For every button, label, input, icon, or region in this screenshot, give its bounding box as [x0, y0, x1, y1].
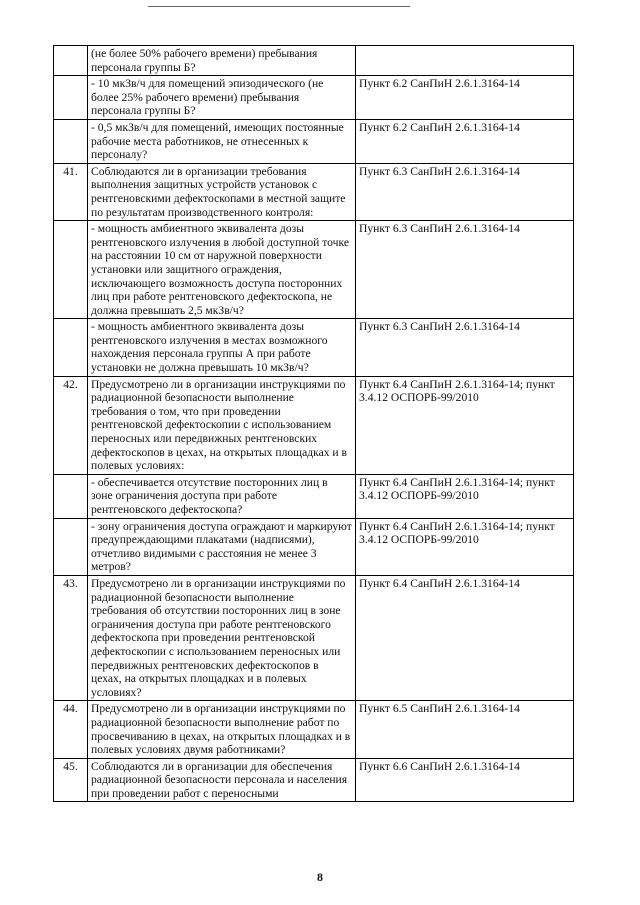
row-number — [54, 119, 88, 163]
table-row — [54, 319, 574, 376]
table-row — [54, 221, 574, 319]
row-number — [54, 46, 88, 76]
reference-text: Пункт 6.2 СанПиН 2.6.1.3164-14 — [356, 119, 574, 163]
table-row — [54, 119, 574, 163]
reference-text: Пункт 6.6 СанПиН 2.6.1.3164-14 — [356, 758, 574, 802]
table-row — [54, 76, 574, 120]
question-text: - 10 мкЗв/ч для помещений эпизодического (не более 25% рабочего времени) пребывания персонала группы Б? — [88, 76, 356, 120]
top-rule — [148, 6, 410, 7]
reference-text: Пункт 6.4 СанПиН 2.6.1.3164-14; пункт 3.4.12 ОСПОРБ-99/2010 — [356, 474, 574, 518]
row-number — [54, 518, 88, 575]
row-number — [54, 76, 88, 120]
row-number: 41. — [54, 163, 88, 220]
reference-text: Пункт 6.4 СанПиН 2.6.1.3164-14; пункт 3.4.12 ОСПОРБ-99/2010 — [356, 376, 574, 474]
question-text: Предусмотрено ли в организации инструкциями по радиационной безопасности выполнение требования о том, что при проведении рентгеновской дефектоскопии с использованием переносных или передвижных рентгеновских дефектоскопов в цехах, на открытых площадках и в полевых условиях: — [88, 376, 356, 474]
question-text: - обеспечивается отсутствие посторонних лиц в зоне ограничения доступа при работе рентгеновского дефектоскопа? — [88, 474, 356, 518]
table-row — [54, 701, 574, 758]
table-row — [54, 758, 574, 802]
reference-text: Пункт 6.4 СанПиН 2.6.1.3164-14 — [356, 575, 574, 700]
table-row — [54, 518, 574, 575]
page-number: 8 — [317, 870, 323, 884]
question-text: Соблюдаются ли в организации требования выполнения защитных устройств установок с рентгеновскими дефектоскопами в местной защите по результатам производственного контроля: — [88, 163, 356, 220]
reference-text: Пункт 6.3 СанПиН 2.6.1.3164-14 — [356, 221, 574, 319]
reference-text: Пункт 6.3 СанПиН 2.6.1.3164-14 — [356, 319, 574, 376]
question-text: (не более 50% рабочего времени) пребывания персонала группы Б? — [88, 46, 356, 76]
question-text: Предусмотрено ли в организации инструкциями по радиационной безопасности выполнение работ по просвечиванию в цехах, на открытых площадках и в полевых условиях двумя работниками? — [88, 701, 356, 758]
question-text: - мощность амбиентного эквивалента дозы рентгеновского излучения в любой доступной точке на расстоянии 10 см от наружной поверхности установки или защитного ограждения, исключающего возможность доступа посторонних лиц при работе рентгеновского дефектоскопа, не должна превышать 2,5 мкЗв/ч? — [88, 221, 356, 319]
row-number — [54, 221, 88, 319]
row-number — [54, 474, 88, 518]
reference-text: Пункт 6.3 СанПиН 2.6.1.3164-14 — [356, 163, 574, 220]
row-number: 43. — [54, 575, 88, 700]
row-number — [54, 319, 88, 376]
question-text: Соблюдаются ли в организации для обеспечения радиационной безопасности персонала и населения при проведении работ с переносными — [88, 758, 356, 802]
reference-text — [356, 46, 574, 76]
question-text: Предусмотрено ли в организации инструкциями по радиационной безопасности выполнение требования об отсутствии посторонних лиц в зоне ограничения доступа при работе рентгеновского дефектоскопа при проведении рентгеновской дефектоскопии с использованием переносных или передвижных рентгеновских дефектоскопов в цехах, на открытых площадках и в полевых условиях? — [88, 575, 356, 700]
table-row — [54, 376, 574, 474]
question-text: - зону ограничения доступа ограждают и маркируют предупреждающими плакатами (надписями), отчетливо видимыми с расстояния не менее 3 метров? — [88, 518, 356, 575]
question-text: - мощность амбиентного эквивалента дозы рентгеновского излучения в местах возможного нахождения персонала группы А при работе установки не должна превышать 10 мкЗв/ч? — [88, 319, 356, 376]
table-row — [54, 163, 574, 220]
question-text: - 0,5 мкЗв/ч для помещений, имеющих постоянные рабочие места работников, не отнесенных к персоналу? — [88, 119, 356, 163]
table-row — [54, 46, 574, 76]
row-number: 44. — [54, 701, 88, 758]
row-number: 42. — [54, 376, 88, 474]
reference-text: Пункт 6.4 СанПиН 2.6.1.3164-14; пункт 3.4.12 ОСПОРБ-99/2010 — [356, 518, 574, 575]
reference-text: Пункт 6.5 СанПиН 2.6.1.3164-14 — [356, 701, 574, 758]
table-row — [54, 575, 574, 700]
checklist-table — [53, 45, 574, 802]
table-row — [54, 474, 574, 518]
row-number: 45. — [54, 758, 88, 802]
reference-text: Пункт 6.2 СанПиН 2.6.1.3164-14 — [356, 76, 574, 120]
